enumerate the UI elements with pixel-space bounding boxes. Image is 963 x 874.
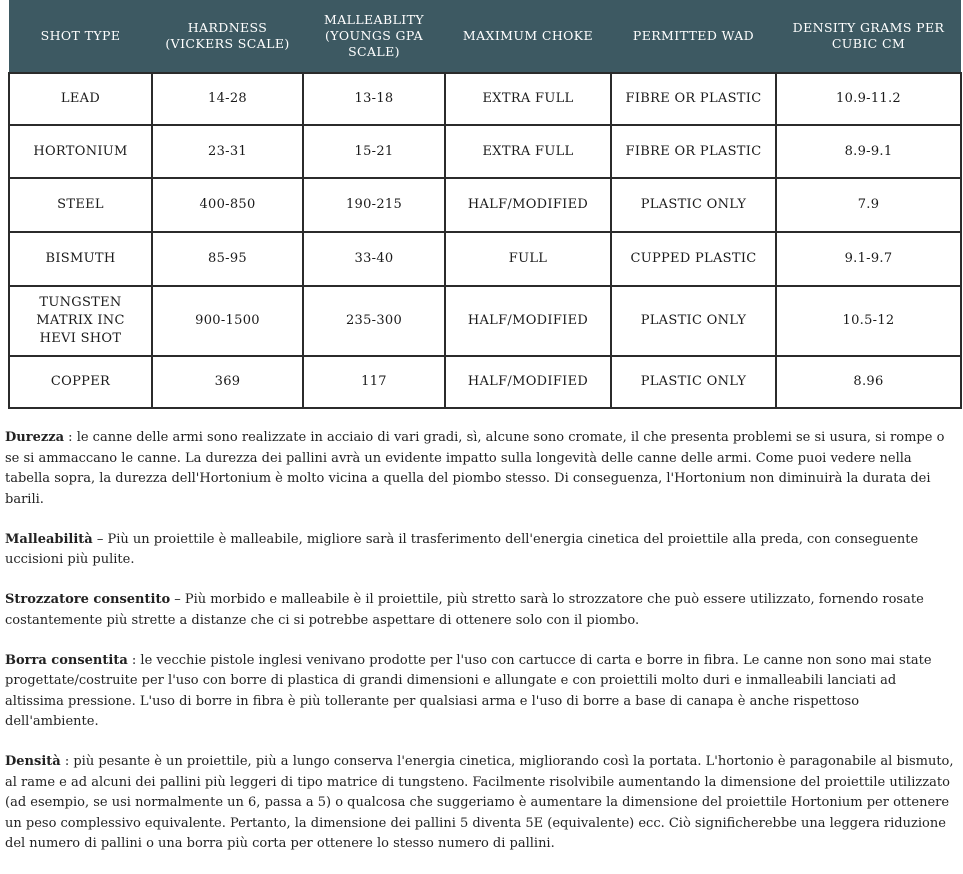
cell-hardness: 14-28 <box>152 73 303 125</box>
table-row <box>9 356 961 408</box>
table-body <box>9 73 961 408</box>
cell-malleability: 190-215 <box>303 178 445 232</box>
cell-shot-type: TUNGSTEN MATRIX INC HEVI SHOT <box>9 286 152 356</box>
cell-density: 8.96 <box>776 356 961 408</box>
cell-shot-type: LEAD <box>9 73 152 125</box>
cell-maximum-choke: HALF/MODIFIED <box>445 286 611 356</box>
cell-malleability: 33-40 <box>303 232 445 286</box>
paragraph-borra <box>5 651 955 733</box>
shot-comparison-table-container <box>8 0 960 420</box>
cell-permitted-wad: FIBRE OR PLASTIC <box>611 125 776 178</box>
explanation-text <box>5 428 955 874</box>
separator: – <box>170 592 185 607</box>
header-density: DENSITY GRAMS PER CUBIC CM <box>776 0 961 73</box>
cell-permitted-wad: CUPPED PLASTIC <box>611 232 776 286</box>
paragraph-body: Più un proiettile è malleabile, migliore sarà il trasferimento dell'energia cinetica del proiettile alla preda, con conseguente uccisioni più pulite. <box>5 531 919 567</box>
cell-density: 10.9-11.2 <box>776 73 961 125</box>
cell-malleability: 13-18 <box>303 73 445 125</box>
term-malleabilita: Malleabilità <box>5 531 93 547</box>
cell-malleability: 235-300 <box>303 286 445 356</box>
cell-maximum-choke: HALF/MODIFIED <box>445 356 611 408</box>
cell-density: 9.1-9.7 <box>776 232 961 286</box>
term-strozzatore: Strozzatore consentito <box>5 592 171 607</box>
paragraph-body: le canne delle armi sono realizzate in acciaio di vari gradi, sì, alcune sono cromate, il che presenta problemi se si usura, si rompe o se si ammaccano le canne. La durezza dei pallini avrà un evidente impatto sulla longevità delle canne delle armi. Come puoi vedere nella tabella sopra, la durezza dell'Hortonium è molto vicina a quella del piombo stesso. Di conseguenza, l'Hortonium non diminuirà la durata dei barili. <box>5 430 945 507</box>
paragraph-malleabilita <box>5 530 955 571</box>
cell-permitted-wad: PLASTIC ONLY <box>611 178 776 232</box>
separator: : <box>60 754 74 769</box>
cell-hardness: 23-31 <box>152 125 303 178</box>
header-permitted-wad: PERMITTED WAD <box>611 0 776 73</box>
cell-maximum-choke: EXTRA FULL <box>445 125 611 178</box>
cell-hardness: 400-850 <box>152 178 303 232</box>
cell-shot-type: STEEL <box>9 178 152 232</box>
header-shot-type: SHOT TYPE <box>9 0 152 73</box>
header-row <box>9 0 961 73</box>
paragraph-durezza <box>5 428 955 510</box>
paragraph-body: Più morbido e malleabile è il proiettile, più stretto sarà lo strozzatore che può essere utilizzato, fornendo rosate costantemente più strette a distanze che ci si potrebbe aspettare di ottenere solo con il piombo. <box>5 592 924 628</box>
term-densita: Densità <box>5 754 61 769</box>
cell-maximum-choke: HALF/MODIFIED <box>445 178 611 232</box>
cell-density: 7.9 <box>776 178 961 232</box>
separator: : <box>64 430 77 445</box>
table-row <box>9 125 961 178</box>
cell-malleability: 15-21 <box>303 125 445 178</box>
paragraph-strozzatore <box>5 590 955 631</box>
cell-permitted-wad: PLASTIC ONLY <box>611 356 776 408</box>
term-borra: Borra consentita <box>5 652 128 668</box>
cell-maximum-choke: EXTRA FULL <box>445 73 611 125</box>
cell-hardness: 85-95 <box>152 232 303 286</box>
cell-malleability: 117 <box>303 356 445 408</box>
table-row <box>9 73 961 125</box>
table-row <box>9 286 961 356</box>
paragraph-body: più pesante è un proiettile, più a lungo conserva l'energia cinetica, migliorando così la portata. L'hortonio è paragonabile al bismuto, al rame e ad alcuni dei pallini più leggeri di tipo matrice di tungsteno. Facilmente risolvibile aumentando la dimensione del proiettile utilizzato (ad esempio, se usi normalmente un 6, passa a 5) o qualcosa che suggeriamo è aumentare la dimensione del proiettile Hortonium per ottenere un peso complessivo equivalente. Pertanto, la dimensione dei pallini 5 diventa 5E (equivalente) ecc. Ciò significherebbe una leggera riduzione del numero di pallini o una borra più corta per ottenere lo stesso numero di pallini. <box>5 754 954 851</box>
cell-hardness: 369 <box>152 356 303 408</box>
cell-permitted-wad: PLASTIC ONLY <box>611 286 776 356</box>
header-maximum-choke: MAXIMUM CHOKE <box>445 0 611 73</box>
cell-density: 10.5-12 <box>776 286 961 356</box>
cell-hardness: 900-1500 <box>152 286 303 356</box>
table-row <box>9 232 961 286</box>
table-row <box>9 178 961 232</box>
shot-comparison-table <box>8 0 962 409</box>
cell-density: 8.9-9.1 <box>776 125 961 178</box>
cell-shot-type: HORTONIUM <box>9 125 152 178</box>
cell-shot-type: BISMUTH <box>9 232 152 286</box>
separator: : <box>127 652 141 668</box>
paragraph-body: le vecchie pistole inglesi venivano prodotte per l'uso con cartucce di carta e borre in fibra. Le canne non sono mai state progettate/costruite per l'uso con borre di plastica di grandi dimensioni e allungate e con proiettili molto duri e inmalleabili lanciati ad altissima pressione. L'uso di borre in fibra è più tollerante per qualsiasi arma e l'uso di borre a base di canapa è anche rispettoso dell'ambiente. <box>5 652 932 729</box>
table-header <box>9 0 961 73</box>
separator: – <box>92 531 108 547</box>
cell-maximum-choke: FULL <box>445 232 611 286</box>
header-malleability: MALLEABLITY (YOUNGS GPA SCALE) <box>303 0 445 73</box>
paragraph-densita <box>5 752 955 855</box>
cell-shot-type: COPPER <box>9 356 152 408</box>
header-hardness: HARDNESS (VICKERS SCALE) <box>152 0 303 73</box>
cell-permitted-wad: FIBRE OR PLASTIC <box>611 73 776 125</box>
term-durezza: Durezza <box>5 430 65 445</box>
